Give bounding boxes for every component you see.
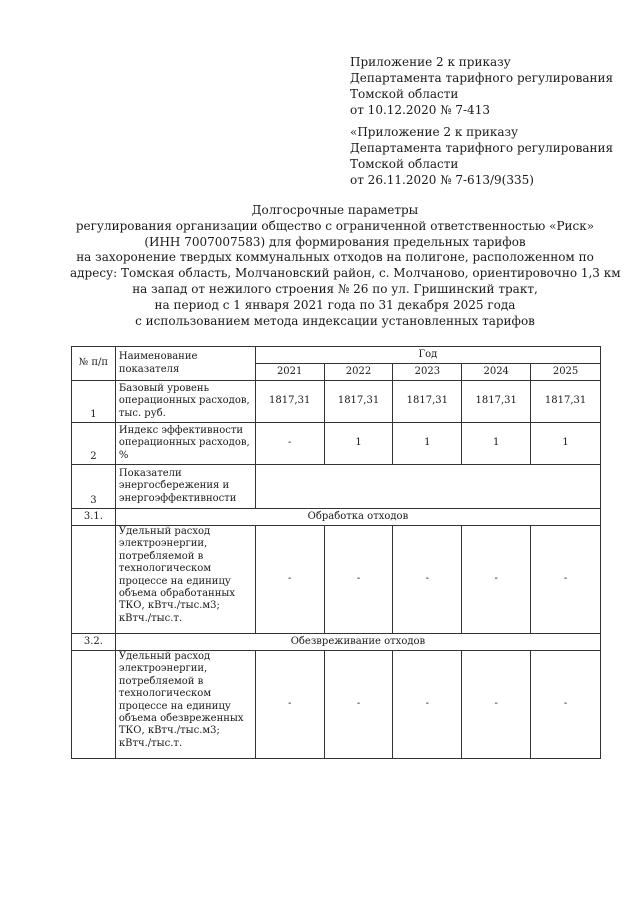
section-num: 3.1. — [72, 509, 116, 526]
row-empty-values — [255, 465, 600, 509]
row-name: Индекс эффективности операционных расходов, % — [115, 423, 255, 465]
parameters-table — [71, 346, 601, 759]
row-value: - — [531, 526, 601, 634]
row-num: 3 — [72, 465, 116, 509]
header-year: 2025 — [531, 364, 601, 381]
section-row — [72, 509, 601, 526]
row-num — [72, 526, 116, 634]
appendix-line: Департамента тарифного регулирования — [350, 141, 614, 155]
title-line: регулирования организации общество с ограниченной ответственностью «Риск» — [75, 218, 595, 233]
section-row — [72, 634, 601, 651]
appendix-line: Томской области — [350, 87, 459, 101]
row-name: Базовый уровень операционных расходов, тыс. руб. — [115, 381, 255, 423]
appendix-line: «Приложение 2 к приказу — [350, 125, 519, 139]
table-row — [72, 423, 601, 465]
appendix-line: Томской области — [350, 157, 459, 171]
row-value: - — [393, 526, 462, 634]
header-year-group: Год — [255, 347, 600, 364]
table-row — [72, 651, 601, 759]
document-title — [70, 203, 621, 329]
title-line: Долгосрочные параметры — [251, 203, 419, 217]
row-value: 1 — [393, 423, 462, 465]
row-value: - — [462, 526, 531, 634]
row-num: 1 — [72, 381, 116, 423]
row-value: 1 — [324, 423, 393, 465]
title-line: адресу: Томская область, Молчановский район, с. Молчаново, ориентировочно 1,3 км — [70, 266, 621, 281]
row-num — [72, 651, 116, 759]
table-row — [72, 526, 601, 634]
row-value: - — [462, 651, 531, 759]
title-line: (ИНН 7007007583) для формирования предельных тарифов — [144, 234, 526, 249]
section-title: Обезвреживание отходов — [115, 634, 600, 651]
appendix-current-header — [350, 54, 630, 118]
row-value: 1 — [531, 423, 601, 465]
row-value: - — [255, 651, 324, 759]
header-year: 2024 — [462, 364, 531, 381]
table-row — [72, 381, 601, 423]
appendix-line: от 26.11.2020 № 7-613/9(335) — [350, 173, 534, 187]
row-value: 1817,31 — [324, 381, 393, 423]
table-row — [72, 465, 601, 509]
row-value: - — [324, 526, 393, 634]
section-title: Обработка отходов — [115, 509, 600, 526]
appendix-line: Приложение 2 к приказу — [350, 55, 511, 69]
appendix-previous-header — [350, 124, 630, 188]
row-value: 1817,31 — [531, 381, 601, 423]
header-num: № п/п — [72, 347, 116, 381]
section-num: 3.2. — [72, 634, 116, 651]
row-value: 1 — [462, 423, 531, 465]
row-value: - — [324, 651, 393, 759]
header-year: 2022 — [324, 364, 393, 381]
row-value: - — [531, 651, 601, 759]
title-line: с использованием метода индексации установленных тарифов — [135, 313, 535, 328]
row-name: Удельный расход электроэнергии, потребляемой в технологическом процессе на единицу объема обработанных ТКО, кВтч./тыс.м3; кВтч./тыс.т. — [115, 526, 255, 634]
row-name: Показатели энергосбережения и энергоэффективности — [115, 465, 255, 509]
row-num: 2 — [72, 423, 116, 465]
appendix-line: от 10.12.2020 № 7-413 — [350, 103, 490, 117]
row-value: - — [255, 423, 324, 465]
row-value: - — [393, 651, 462, 759]
table-header-row — [72, 347, 601, 364]
row-value: 1817,31 — [462, 381, 531, 423]
row-name: Удельный расход электроэнергии, потребляемой в технологическом процессе на единицу объема обезвреженных ТКО, кВтч./тыс.м3; кВтч./тыс.т. — [115, 651, 255, 759]
row-value: - — [255, 526, 324, 634]
row-value: 1817,31 — [393, 381, 462, 423]
title-line: на период с 1 января 2021 года по 31 декабря 2025 года — [154, 297, 516, 312]
title-line: на запад от нежилого строения № 26 по ул. Гришинский тракт, — [132, 281, 538, 296]
row-value: 1817,31 — [255, 381, 324, 423]
title-line: на захоронение твердых коммунальных отходов на полигоне, расположенном по — [76, 250, 594, 265]
header-name: Наименование показателя — [115, 347, 255, 381]
appendix-line: Департамента тарифного регулирования — [350, 71, 614, 85]
header-year: 2021 — [255, 364, 324, 381]
header-year: 2023 — [393, 364, 462, 381]
